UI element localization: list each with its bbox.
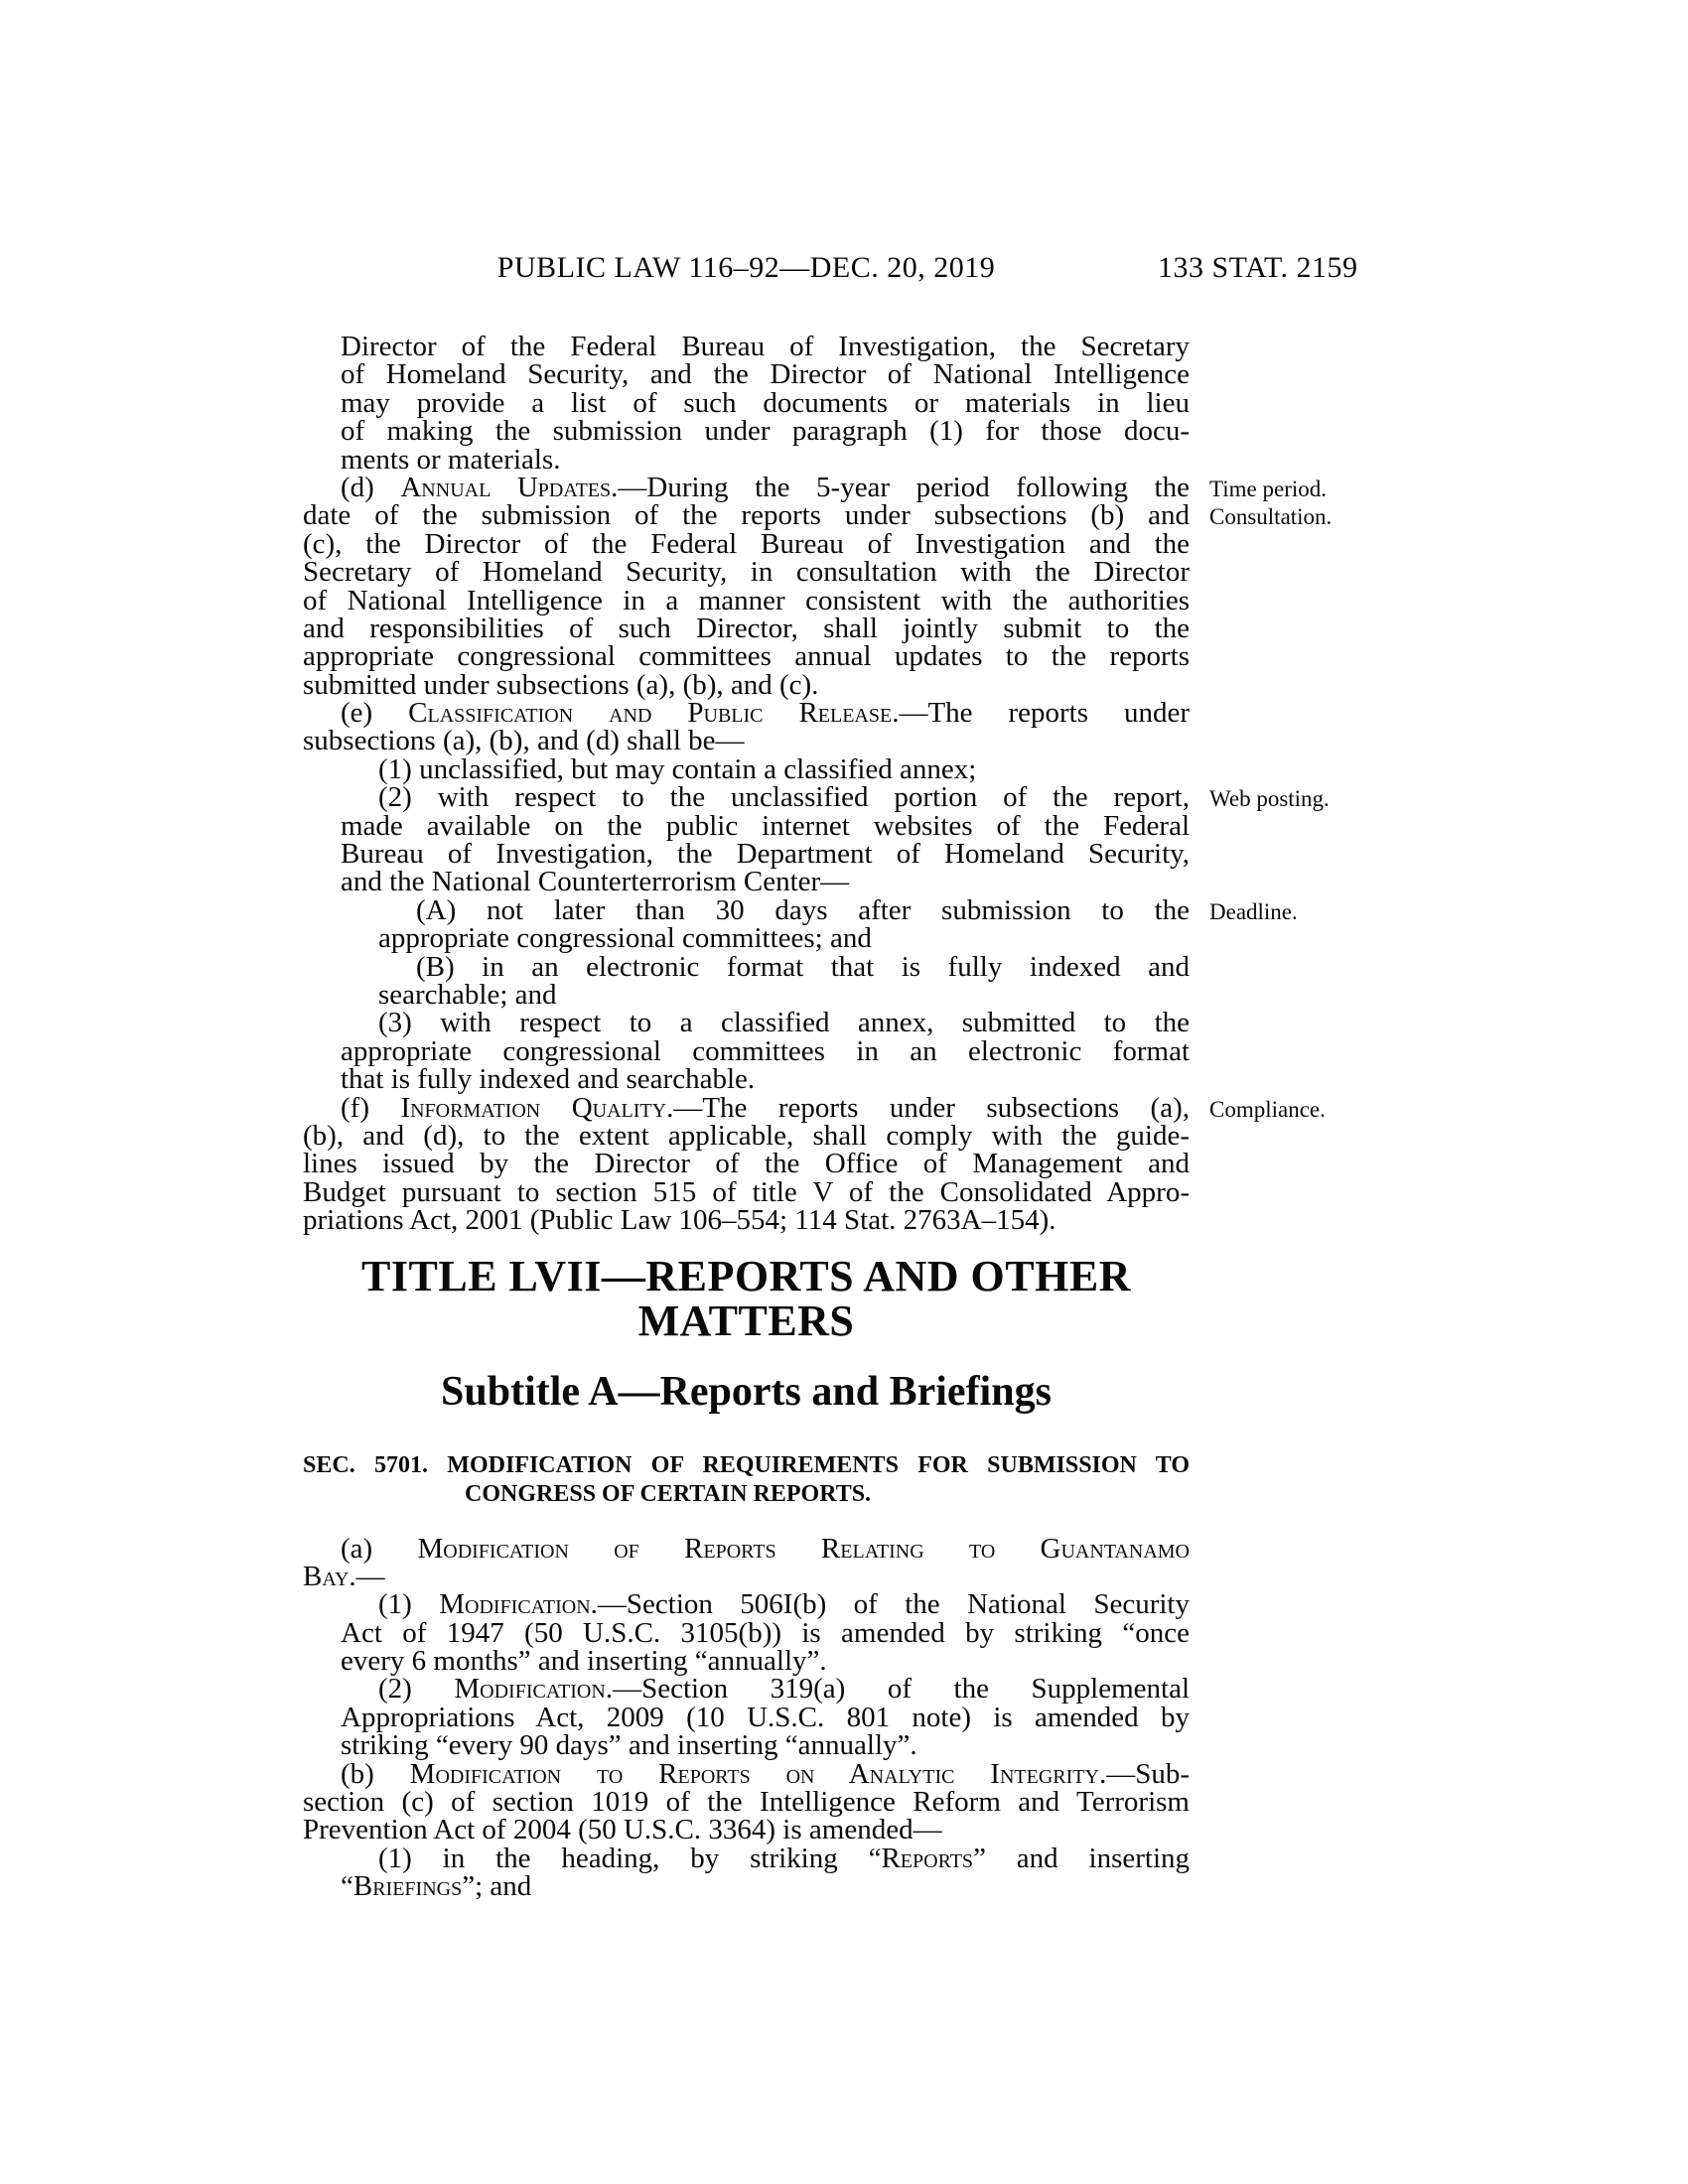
statute-line <box>303 1091 1190 1124</box>
body-text: submitted under subsections (a), (b), and (c). <box>303 668 819 701</box>
body-text: searchable; and <box>378 978 557 1011</box>
body-text: (1) unclassified, but may contain a classified annex; <box>378 752 977 785</box>
statute-line <box>303 1786 1190 1819</box>
body-text: every 6 months” and inserting “annually”. <box>341 1645 827 1678</box>
statute-line <box>303 752 1190 785</box>
body-text: Appropriations Act, 2009 (10 U.S.C. 801 note) is amended by <box>341 1701 1190 1733</box>
statute-line <box>303 978 1190 1011</box>
body-text: (1) <box>378 1588 440 1621</box>
statute-line <box>303 1063 1190 1096</box>
small-caps-text: Modification <box>439 1588 591 1621</box>
body-text: .—Sub- <box>1098 1757 1190 1790</box>
body-text: (d) <box>341 471 401 503</box>
statute-line <box>303 1204 1190 1237</box>
body-text: of making the submission under paragraph (1) for those docu- <box>341 415 1190 448</box>
subtitle-heading: Subtitle A—Reports and Briefings <box>441 1368 1052 1415</box>
body-text: Budget pursuant to section 515 of title V of the Consolidated Appro- <box>303 1175 1190 1208</box>
body-text: (A) not later than 30 days after submission to the <box>416 893 1190 926</box>
body-text: .—Section 319(a) of the Supplemental <box>605 1673 1190 1706</box>
body-text: .— <box>349 1560 385 1592</box>
body-text: Secretary of Homeland Security, in consultation with the Director <box>303 556 1190 589</box>
body-text: made available on the public internet websites of the Federal <box>341 809 1190 842</box>
title-heading-line: TITLE LVII—REPORTS AND OTHER <box>361 1251 1131 1300</box>
margin-note: Consultation. <box>1209 504 1333 530</box>
statute-line <box>303 614 1190 642</box>
body-text: Act of 1947 (50 U.S.C. 3105(b)) is amended by striking “once <box>341 1616 1190 1649</box>
statute-line <box>303 640 1190 673</box>
body-text: Prevention Act of 2004 (50 U.S.C. 3364) is amended— <box>303 1814 942 1846</box>
body-text: and responsibilities of such Director, shall jointly submit to the <box>303 612 1190 644</box>
statute-line <box>303 697 1190 730</box>
small-caps-text: Annual Updates <box>400 471 612 503</box>
margin-note: Web posting. <box>1209 786 1330 812</box>
section-heading <box>303 1451 1190 1509</box>
statute-line <box>303 1645 1190 1678</box>
small-caps-text: Modification of Reports Relating to Guantanamo <box>417 1532 1190 1565</box>
margin-note: Deadline. <box>1209 899 1298 924</box>
body-text: (B) in an electronic format that is fully indexed and <box>416 950 1190 983</box>
body-text: lines issued by the Director of the Office of Management and <box>303 1148 1190 1180</box>
statute-line <box>303 499 1190 532</box>
body-text: .—Section 506I(b) of the National Security <box>590 1588 1190 1621</box>
statute-line <box>303 584 1190 616</box>
statute-line <box>303 1588 1190 1621</box>
statute-line <box>303 1870 1190 1903</box>
body-text: appropriate congressional committees; and <box>378 922 872 955</box>
statute-line <box>303 1701 1190 1733</box>
body-text: that is fully indexed and searchable. <box>341 1063 756 1096</box>
body-text: date of the submission of the reports under subsections (b) and <box>303 499 1190 532</box>
body-text: (2) with respect to the unclassified portion of the report, <box>378 781 1190 814</box>
small-caps-text: Modification <box>454 1673 606 1706</box>
small-caps-text: Bay <box>303 1560 350 1592</box>
body-text: Director of the Federal Bureau of Investigation, the Secretary <box>341 331 1190 362</box>
statute-line <box>303 358 1190 391</box>
title-heading-line: MATTERS <box>637 1296 855 1345</box>
body-text: (f) <box>341 1091 401 1124</box>
body-text: (a) <box>341 1532 418 1565</box>
statute-line <box>303 1844 1190 1872</box>
body-text: subsections (a), (b), and (d) shall be— <box>303 725 745 757</box>
statute-line <box>303 1757 1190 1790</box>
margin-note: Compliance. <box>1209 1096 1326 1122</box>
title-heading <box>303 1251 1190 1345</box>
body-text: ” and inserting <box>973 1842 1190 1874</box>
body-text: (c), the Director of the Federal Bureau of Investigation and the <box>303 527 1190 560</box>
statute-line <box>303 781 1190 814</box>
statute-line <box>303 866 1190 898</box>
body-text: of National Intelligence in a manner consistent with the authorities <box>303 584 1190 616</box>
small-caps-text: Classification and Public Release <box>408 697 893 730</box>
statute-line <box>303 1673 1190 1706</box>
body-text-lower <box>303 1532 1190 1903</box>
statute-line <box>303 1729 1190 1762</box>
body-text: may provide a list of such documents or materials in lieu <box>341 386 1190 419</box>
small-caps-text: Modification to Reports on Analytic Integrity <box>409 1757 1099 1790</box>
statute-line <box>303 1034 1190 1067</box>
statute-line <box>303 1814 1190 1846</box>
margin-note: Time period. <box>1209 477 1327 501</box>
body-text: (b), and (d), to the extent applicable, shall comply with the guide- <box>303 1119 1190 1152</box>
statute-line <box>303 668 1190 701</box>
body-text: (b) <box>341 1757 410 1790</box>
body-text: (e) <box>341 697 409 730</box>
body-text: ments or materials. <box>341 443 561 476</box>
text-column <box>303 333 1190 1901</box>
statute-line <box>303 893 1190 926</box>
small-caps-text: Briefings <box>352 1870 463 1903</box>
statute-line <box>303 1148 1190 1180</box>
running-header <box>0 251 1688 291</box>
statute-line <box>303 386 1190 419</box>
body-text: appropriate congressional committees annual updates to the reports <box>303 640 1190 673</box>
body-text: and the National Counterterrorism Center— <box>341 866 850 898</box>
statute-line <box>303 1616 1190 1649</box>
statute-line <box>303 471 1190 503</box>
body-text: .—The reports under subsections (a), <box>666 1091 1190 1124</box>
body-text: appropriate congressional committees in an electronic format <box>341 1034 1190 1067</box>
statute-line <box>303 556 1190 589</box>
statute-line <box>303 950 1190 983</box>
statute-line <box>303 415 1190 448</box>
statute-line <box>303 725 1190 757</box>
section-heading-line: CONGRESS OF CERTAIN REPORTS. <box>465 1480 872 1507</box>
body-text: (3) with respect to a classified annex, submitted to the <box>378 1007 1190 1039</box>
body-text: “ <box>341 1870 353 1903</box>
body-text-upper <box>303 333 1190 1235</box>
body-text: (1) in the heading, by striking “ <box>378 1842 882 1874</box>
body-text: priations Act, 2001 (Public Law 106–554; 114 Stat. 2763A–154). <box>303 1204 1056 1237</box>
statute-line <box>303 527 1190 560</box>
law-citation: PUBLIC LAW 116–92—DEC. 20, 2019 <box>496 251 996 284</box>
body-text: .—During the 5-year period following the <box>611 471 1190 503</box>
statute-line <box>303 333 1190 360</box>
small-caps-text: Information Quality <box>400 1091 667 1124</box>
statute-line <box>303 809 1190 842</box>
body-text: .—The reports under <box>892 697 1190 730</box>
statute-line <box>303 1119 1190 1152</box>
statute-line <box>303 1007 1190 1039</box>
statute-line <box>303 443 1190 476</box>
body-text: striking “every 90 days” and inserting “annually”. <box>341 1729 917 1762</box>
section-heading-line: SEC. 5701. MODIFICATION OF REQUIREMENTS FOR SUBMISSION TO <box>303 1451 1190 1478</box>
small-caps-text: Reports <box>881 1842 974 1874</box>
statute-line <box>303 838 1190 871</box>
body-text: of Homeland Security, and the Director of National Intelligence <box>341 358 1190 391</box>
body-text: (2) <box>378 1673 455 1706</box>
body-text: section (c) of section 1019 of the Intelligence Reform and Terrorism <box>303 1786 1190 1819</box>
body-text: Bureau of Investigation, the Department of Homeland Security, <box>341 838 1190 871</box>
body-text: ”; and <box>462 1870 532 1903</box>
statute-line <box>303 1175 1190 1208</box>
statute-line <box>303 1532 1190 1565</box>
statute-line <box>303 922 1190 955</box>
stat-page-number: 133 STAT. 2159 <box>1158 251 1358 284</box>
statute-line <box>303 1560 1190 1592</box>
